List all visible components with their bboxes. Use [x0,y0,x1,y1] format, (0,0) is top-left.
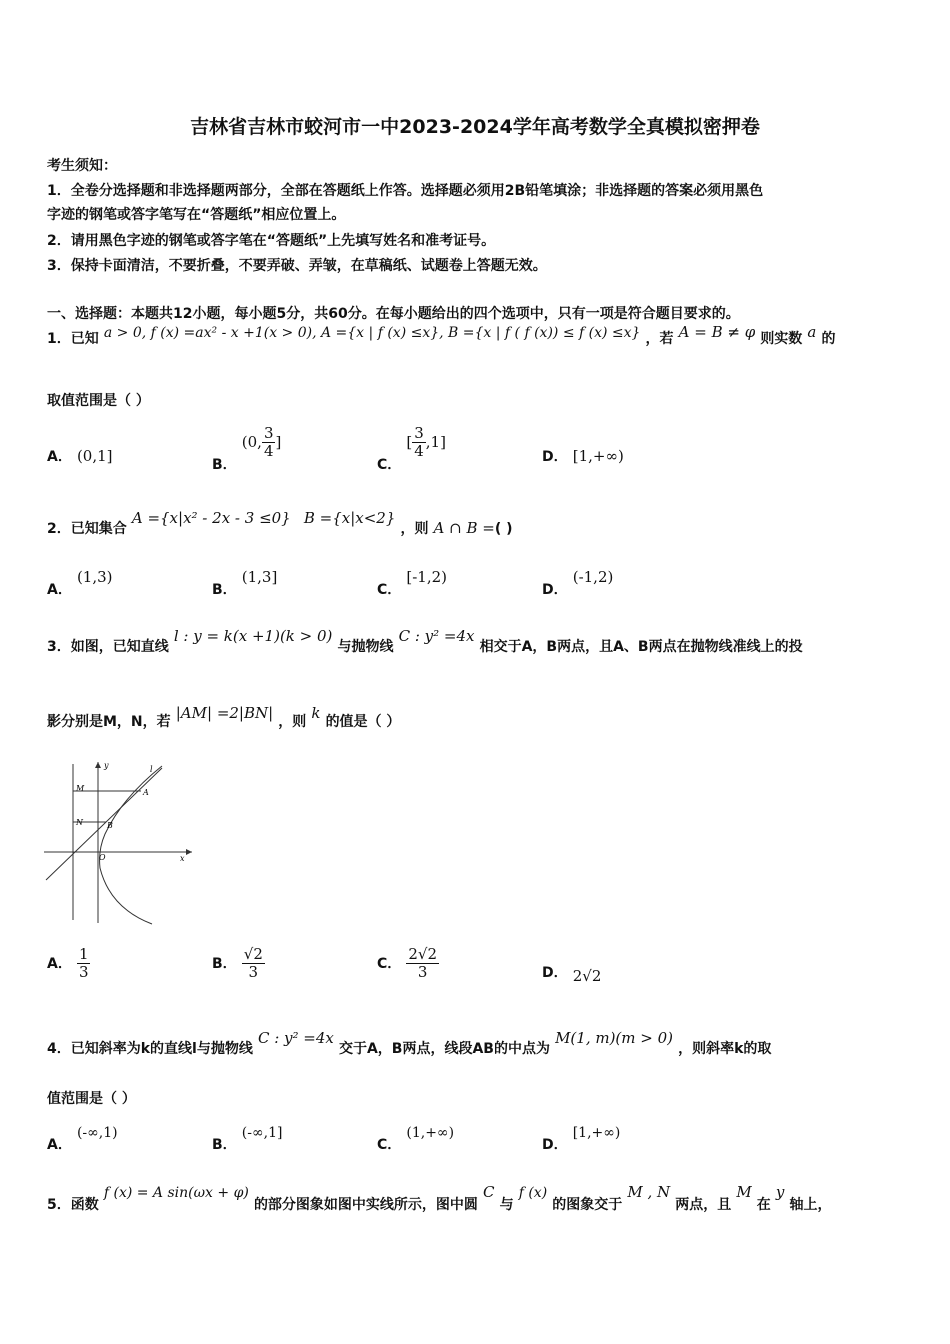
q3-line-equation: l : y = k(x +1)(k > 0) [173,627,333,645]
q2-option-b: B． (1,3] [212,568,278,598]
q1-option-c: C． [ $\frac{3}{4}$ ,1] [377,424,446,473]
label-b: B [107,821,113,830]
label-n: N [76,818,83,827]
q4-option-b: B． (-∞,1] [212,1125,283,1153]
notice-line-3: 3．保持卡面清洁，不要折叠，不要弄破、弄皱，在草稿纸、试题卷上答题无效。 [47,258,547,274]
notice-line-1a: 1．全卷分选择题和非选择题两部分，全部在答题纸上作答。选择题必须用2B铅笔填涂；非选择题的答案必须用黑色 [47,183,764,199]
q2-option-c: C． [-1,2) [377,568,448,598]
question-1: 1．已知 a > 0, f (x) =ax² - x +1(x > 0), A ={x | f (x) ≤x}, B ={x | f ( f (x)) ≤ f (x) ≤x} ，若 A = B ≠ φ 则实数 a 的 [47,323,836,347]
page-title: 吉林省吉林市蛟河市一中2023-2024学年高考数学全真模拟密押卷 [190,116,760,138]
line-l [46,768,162,880]
question-3-line2: 影分别是M，N，若 |AM| =2|BN| ，则 k 的值是（ ） [47,704,401,730]
q3-figure [40,758,200,928]
label-l: l [150,765,153,774]
q4-parabola: C : y² =4x [257,1029,334,1047]
q2-option-d: D． (-1,2) [542,568,614,598]
q1-condition: A = B ≠ φ [678,323,756,341]
label-o: O [99,853,106,862]
q4-midpoint: M(1, m)(m > 0) [555,1029,674,1047]
q4-option-c: C． (1,+∞) [377,1125,455,1153]
q1-option-d: D． [1,+∞) [542,447,624,465]
q5-function: f (x) = A sin(ωx + φ) [103,1185,249,1201]
q4-option-d: D． [1,+∞) [542,1125,621,1153]
q2-set-b: B ={x|x<2} [303,509,396,527]
q3-option-d: D． 2√2 [542,965,602,985]
q3-option-a: A． $\frac{1}{3}$ [47,945,89,981]
notice-line-1b: 字迹的钢笔或答字笔写在“答题纸”相应位置上。 [47,207,346,223]
notice-heading: 考生须知： [47,158,117,174]
question-1-line2: 取值范围是（ ） [47,393,150,409]
question-4-line2: 值范围是（ ） [47,1091,136,1107]
notice-line-2: 2．请用黑色字迹的钢笔或答字笔在“答题纸”上先填写姓名和准考证号。 [47,233,496,249]
question-3: 3．如图，已知直线 l : y = k(x +1)(k > 0) 与抛物线 C : y² =4x 相交于A，B两点，且A、B两点在抛物线准线上的投 [47,627,803,655]
q1-expression: a > 0, f (x) =ax² - x +1(x > 0), A ={x | f (x) ≤x}, B ={x | f ( f (x)) ≤ f (x) ≤x} [103,325,641,341]
question-2: 2．已知集合 A ={x|x² - 2x - 3 ≤0} B ={x|x<2} ，则 A ∩ B =( ) [47,509,513,537]
section-heading: 一、选择题：本题共12小题，每小题5分，共60分。在每小题给出的四个选项中，只有一项是符合题目要求的。 [47,306,740,322]
label-m: M [76,784,85,793]
label-x: x [180,854,185,863]
q2-option-a: A． (1,3) [47,568,113,598]
q2-set-a: A ={x|x² - 2x - 3 ≤0} [131,509,291,527]
q1-option-a: A． (0,1] [47,447,113,465]
parabola-curve [100,766,162,924]
label-a: A [143,788,149,797]
q3-option-b: B． $\frac{√2}{3}$ [212,945,263,981]
question-5: 5．函数 f (x) = A sin(ωx + φ) 的部分图象如图中实线所示，图中圆 C 与 f (x) 的图象交于 M , N 两点，且 M 在 y 轴上， [47,1183,832,1213]
q3-condition: |AM| =2|BN| [175,704,274,722]
q1-option-b: B． (0, $\frac{3}{4}$ ] [212,424,282,473]
label-y: y [104,761,109,770]
q3-option-c: C． $\frac{2√2}{3}$ [377,945,438,981]
q3-parabola: C : y² =4x [398,627,475,645]
q4-option-a: A． (-∞,1) [47,1125,118,1153]
question-4: 4．已知斜率为k的直线l与抛物线 C : y² =4x 交于A，B两点，线段AB的中点为 M(1, m)(m > 0) ，则斜率k的取 [47,1029,772,1057]
